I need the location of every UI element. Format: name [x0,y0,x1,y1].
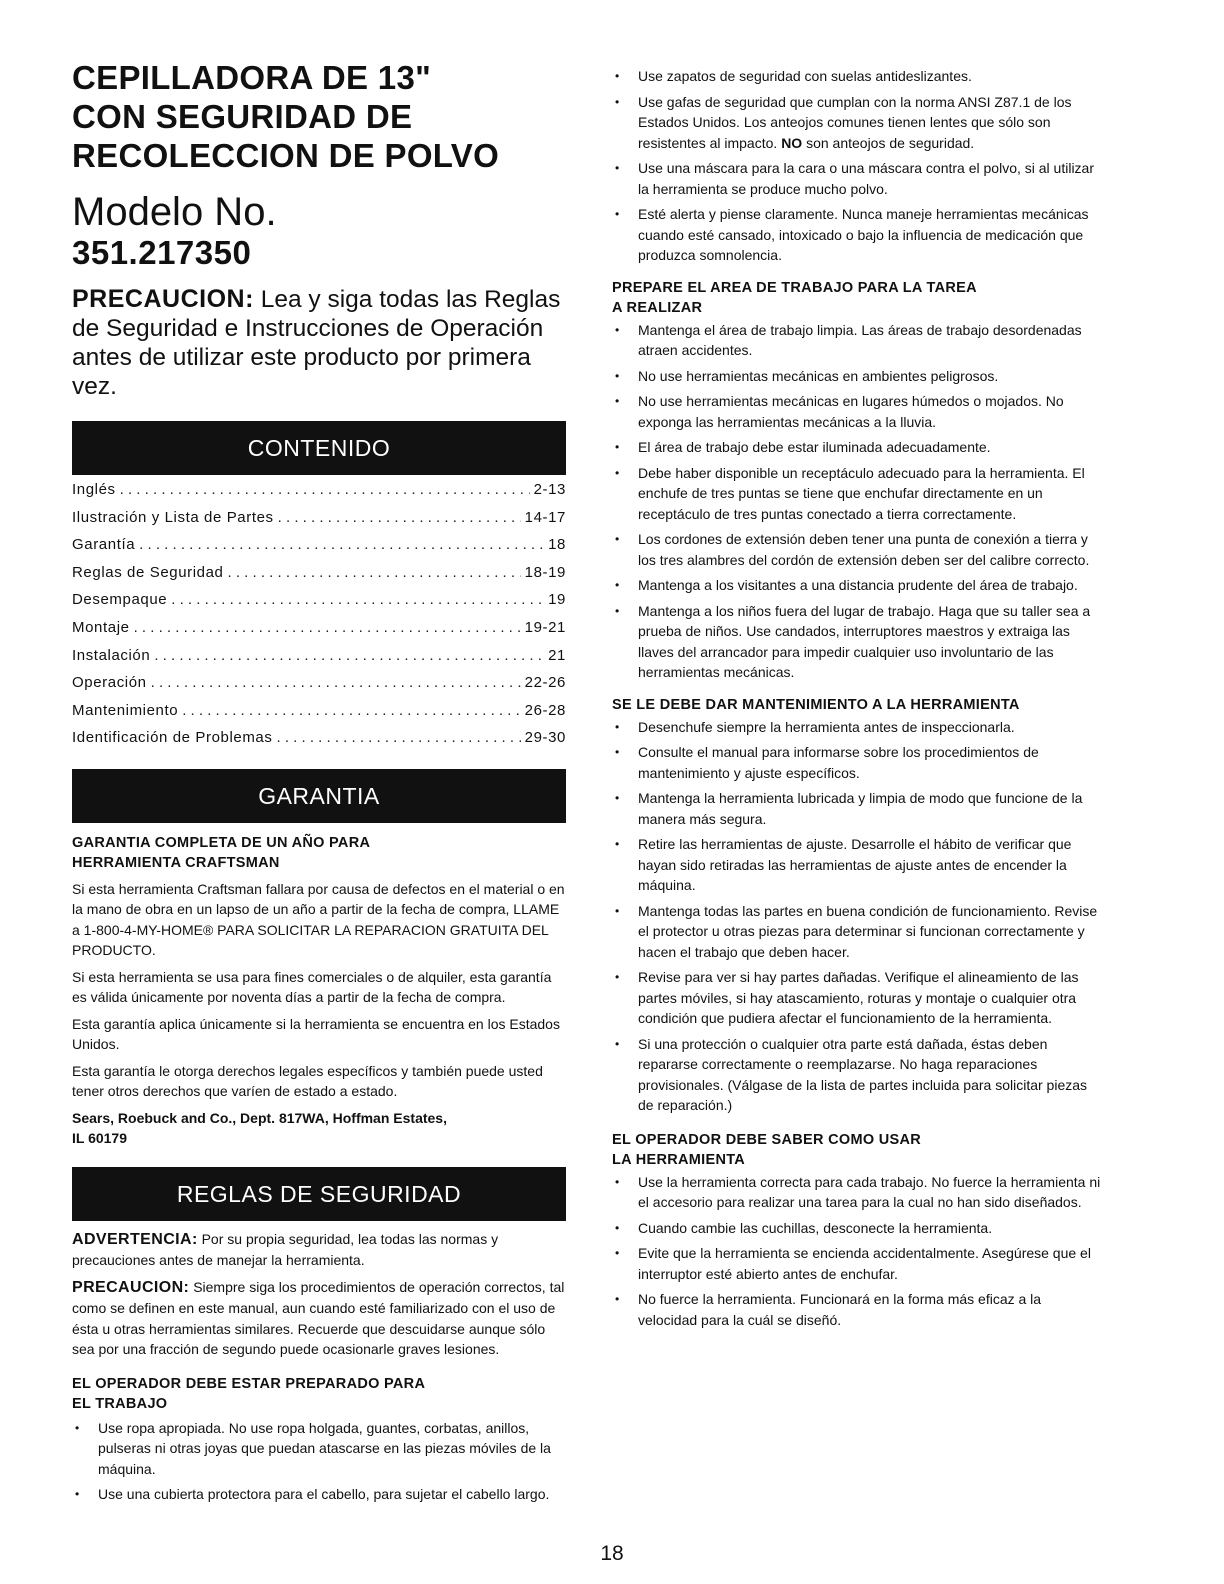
toc-pages: 26-28 [524,701,566,719]
operator-knowledge-list [612,1172,1104,1331]
heading-line: LA HERRAMIENTA [612,1151,746,1168]
list-item: • Evite que la herramienta se encienda accidentalmente. Asegúrese que el interruptor esté abierto antes de enchufar. [612,1243,1104,1284]
list-item: • Use una cubierta protectora para el cabello, para sujetar el cabello largo. [72,1484,566,1505]
list-item: • Esté alerta y piense claramente. Nunca maneje herramientas mecánicas cuando esté cansado, intoxicado o bajo la influencia de medicación que produzca somnolencia. [612,204,1104,266]
intro-caution [72,285,566,401]
list-item: • Desenchufe siempre la herramienta antes de inspeccionarla. [612,717,1104,738]
operator-ready-list-continued [612,66,1104,266]
list-item: • Mantenga a los niños fuera del lugar de trabajo. Haga que su taller sea a prueba de niños. Use candados, interruptores maestros y extraiga las llaves del arrancador para impedir cualquier uso involuntario de las herramientas mecánicas. [612,601,1104,683]
warning-label: ADVERTENCIA: [72,1230,198,1248]
toc-pages: 14-17 [524,508,566,526]
glasses-text: Use gafas de seguridad que cumplan con la norma ANSI Z87.1 de los Estados Unidos. Los anteojos comunes tienen lentes que sólo son resistentes al impacto. [638,93,1072,151]
list-item: • Revise para ver si hay partes dañadas. Verifique el alineamiento de las partes móviles, si hay atascamiento, roturas y montaje o cualquier otra condición que pudiera afectar el funcionamiento de la herramienta. [612,967,1104,1029]
toc-label: Operación [72,674,147,692]
toc-label: Instalación [72,646,151,664]
model-label: Modelo No. [72,190,277,234]
heading-line: EL OPERADOR DEBE ESTAR PREPARADO PARA [72,1375,426,1392]
list-item: • Use ropa apropiada. No use ropa holgada, guantes, corbatas, anillos, pulseras ni otras joyas que puedan atascarse en las piezas móviles de la máquina. [72,1418,566,1480]
warranty-paragraph: Esta garantía aplica únicamente si la herramienta se encuentra en los Estados Unidos. [72,1015,560,1053]
list-item: • Retire las herramientas de ajuste. Desarrolle el hábito de verificar que hayan sido retiradas las herramientas de ajuste antes de encender la máquina. [612,834,1104,896]
safety-banner: REGLAS DE SEGURIDAD [72,1167,566,1221]
maintenance-list [612,717,1104,1116]
heading-line: EL OPERADOR DEBE SABER COMO USAR [612,1131,922,1148]
list-item: • Mantenga la herramienta lubricada y limpia de modo que funcione de la manera más segura. [612,788,1104,829]
warranty-paragraph: Si esta herramienta Craftsman fallara por causa de defectos en el material o en la mano de obra en un lapso de un año a partir de la fecha de compra, LLAME a 1-800-4-MY-HOME® PARA SOLICITAR LA REPARACION GRATUITA DEL PRODUCTO. [72,880,565,959]
caution-text: Siempre siga los procedimientos de operación correctos, tal como se definen en este manual, aun cuando esté familiarizado con el uso de ésta u otras herramientas similares. Recuerde que descuidarse aunque sólo sea por una fracción de segundo puede ocasionarle graves lesiones. [72,1278,565,1358]
toc-item[interactable] [72,729,566,757]
toc-pages: 19-21 [524,618,566,636]
list-item: • Mantenga todas las partes en buena condición de funcionamiento. Revise el protector u otras piezas para determinar si funcionan correctamente y hacen el trabajo que deben hacer. [612,901,1104,963]
warranty-address [72,1108,566,1149]
list-item: • No fuerce la herramienta. Funcionará en la forma más eficaz a la velocidad para la cuál se diseñó. [612,1289,1104,1330]
toc-item[interactable] [72,536,566,564]
list-item: • Cuando cambie las cuchillas, desconecte la herramienta. [612,1218,1104,1239]
toc-label: Montaje [72,618,130,636]
toc-pages: 18-19 [524,563,566,581]
toc-item[interactable] [72,647,566,675]
toc-label: Inglés [72,481,116,498]
list-item: • No use herramientas mecánicas en lugares húmedos o mojados. No exponga las herramientas mecánicas a la lluvia. [612,391,1104,432]
intro-caution-text: Lea y siga todas las Reglas de Seguridad e Instrucciones de Operación antes de utilizar este producto por primera vez. [72,286,561,400]
left-column [72,58,566,1510]
toc-pages: 19 [548,591,566,609]
list-item: • Use una máscara para la cara o una máscara contra el polvo, si al utilizar la herramienta se produce mucho polvo. [612,158,1104,199]
operator-knowledge-heading [612,1130,1104,1170]
title-line: CEPILLADORA DE 13" [72,59,432,96]
toc-label: Ilustración y Lista de Partes [72,508,274,526]
toc-item[interactable] [72,481,566,509]
list-item: • Mantenga el área de trabajo limpia. Las áreas de trabajo desordenadas atraen accidentes. [612,320,1104,361]
right-column [612,66,1104,1335]
operator-ready-heading [72,1374,566,1414]
title-line: CON SEGURIDAD DE [72,98,413,135]
toc-item[interactable] [72,702,566,730]
model-number: 351.217350 [72,234,252,271]
operator-ready-list [72,1418,566,1505]
toc-label: Garantía [72,536,136,554]
toc-item[interactable] [72,564,566,592]
toc-item[interactable] [72,674,566,702]
address-line: IL 60179 [72,1130,128,1147]
toc-pages: 2-13 [533,481,566,498]
intro-caution-label: PRECAUCION: [72,285,254,313]
list-item: • El área de trabajo debe estar iluminada adecuadamente. [612,437,1104,458]
safety-caution [72,1277,566,1360]
toc-item[interactable] [72,591,566,619]
caution-label: PRECAUCION: [72,1278,190,1296]
maintenance-heading: SE LE DEBE DAR MANTENIMIENTO A LA HERRAMIENTA [612,696,1020,713]
list-item: • Use la herramienta correcta para cada trabajo. No fuerce la herramienta ni el accesorio para realizar una tarea para la cual no han sido diseñados. [612,1172,1104,1213]
table-of-contents [72,481,566,757]
toc-pages: 29-30 [524,729,566,747]
toc-item[interactable] [72,619,566,647]
glasses-bold: NO [781,134,803,151]
toc-item[interactable] [72,509,566,537]
prepare-area-heading [612,278,1104,318]
glasses-tail: son anteojos de seguridad. [806,134,975,151]
warranty-banner: GARANTIA [72,769,566,823]
heading-line: PREPARE EL AREA DE TRABAJO PARA LA TAREA [612,279,977,296]
toc-pages: 21 [548,646,566,664]
list-item: • Los cordones de extensión deben tener una punta de conexión a tierra y los tres alambres del cordón de extensión deben ser del calibre correcto. [612,529,1104,570]
document-title [72,58,566,175]
title-line: RECOLECCION DE POLVO [72,137,500,174]
contents-banner: CONTENIDO [72,421,566,475]
address-line: Sears, Roebuck and Co., Dept. 817WA, Hoffman Estates, [72,1109,447,1126]
toc-pages: 18 [548,536,566,554]
heading-line: HERRAMIENTA CRAFTSMAN [72,854,280,871]
list-item: • Si una protección o cualquier otra parte está dañada, éstas deben repararse correctamente o reemplazarse. No haga reparaciones provisionales. (Válgase de la lista de partes incluida para solicitar piezas de reparación.) [612,1034,1104,1116]
warranty-paragraph: Si esta herramienta se usa para fines comerciales o de alquiler, esta garantía es válida únicamente por noventa días a partir de la fecha de compra. [72,968,552,1006]
list-item [612,92,1104,154]
toc-pages: 22-26 [524,674,566,692]
list-item: • Use zapatos de seguridad con suelas antideslizantes. [612,66,1104,87]
warranty-paragraph: Esta garantía le otorga derechos legales específicos y también puede usted tener otros derechos que varíen de estado a estado. [72,1062,543,1100]
heading-line: GARANTIA COMPLETA DE UN AÑO PARA [72,834,371,851]
list-item: • No use herramientas mecánicas en ambientes peligrosos. [612,366,1104,387]
prepare-area-list [612,320,1104,683]
heading-line: A REALIZAR [612,299,703,316]
warranty-heading [72,833,566,873]
warning-text: Por su propia seguridad, lea todas las normas y precauciones antes de manejar la herramienta. [72,1230,499,1269]
toc-label: Reglas de Seguridad [72,563,224,581]
safety-warning [72,1229,566,1271]
list-item: • Mantenga a los visitantes a una distancia prudente del área de trabajo. [612,575,1104,596]
list-item: • Debe haber disponible un receptáculo adecuado para la herramienta. El enchufe de tres puntas se tiene que enchufar directamente en un receptáculo de tres puntas conectado a tierra correctamente. [612,463,1104,525]
toc-label: Mantenimiento [72,701,179,719]
page-number: 18 [600,1542,624,1565]
toc-label: Desempaque [72,591,168,609]
toc-label: Identificación de Problemas [72,729,273,747]
list-item: • Consulte el manual para informarse sobre los procedimientos de mantenimiento y ajuste específicos. [612,742,1104,783]
heading-line: EL TRABAJO [72,1395,168,1412]
